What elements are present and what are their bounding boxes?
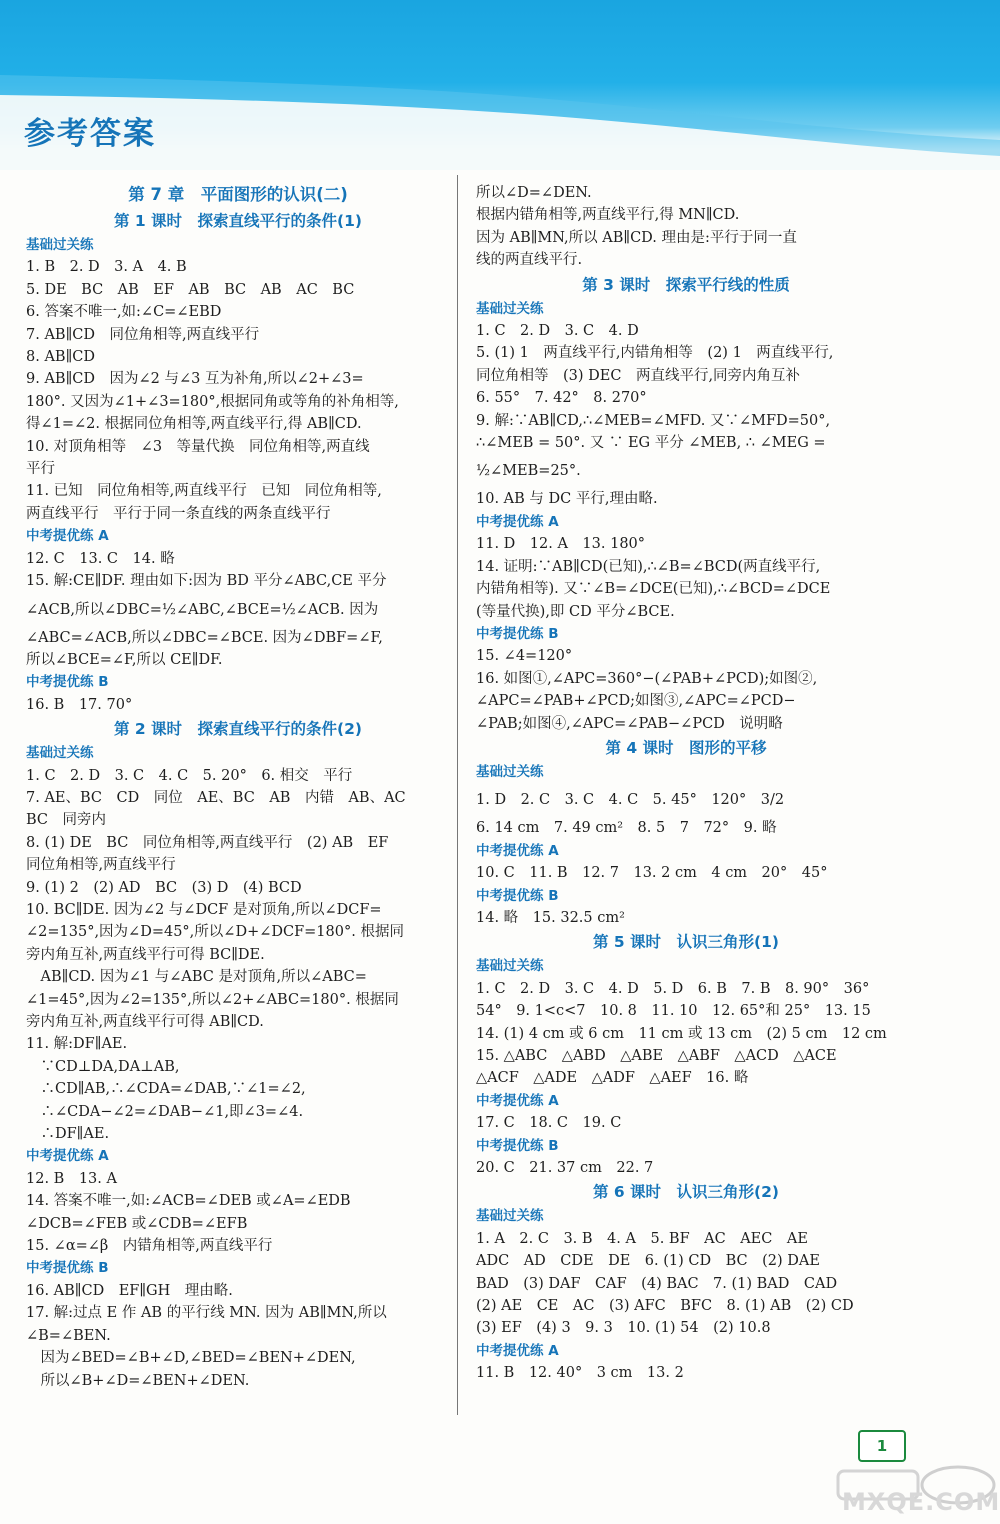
lesson-title: 第 5 课时 认识三角形(1)	[592, 933, 780, 952]
answer-line: 10. 对顶角相等 ∠3 等量代换 同位角相等,两直线	[26, 438, 370, 455]
answer-line: 10. BC∥DE. 因为∠2 与∠DCF 是对顶角,所以∠DCF=	[26, 901, 382, 918]
answer-line: 根据内错角相等,两直线平行,得 MN∥CD.	[476, 207, 740, 224]
answer-line: AB∥CD. 因为∠1 与∠ABC 是对顶角,所以∠ABC=	[26, 969, 367, 986]
lesson-title: 第 1 课时 探索直线平行的条件(1)	[113, 212, 363, 230]
answer-line: 同位角相等 (3) DEC 两直线平行,同旁内角互补	[476, 367, 801, 384]
section-label: 中考提优练 A	[476, 1092, 559, 1109]
answer-line: 1. C 2. D 3. C 4. C 5. 20° 6. 相交 平行	[26, 767, 353, 784]
section-label: 中考提优练 B	[476, 887, 559, 904]
answer-line: 8. AB∥CD	[26, 349, 95, 366]
answer-line: 15. △ABC △ABD △ABE △ABF △ACD △ACE	[476, 1048, 837, 1064]
answer-line: 旁内角互补,两直线平行可得 BC∥DE.	[26, 946, 265, 963]
answer-line: (2) AE CE AC (3) AFC BFC 8. (1) AB (2) CD	[476, 1298, 854, 1315]
answer-line: 9. (1) 2 (2) AD BC (3) D (4) BCD	[26, 879, 302, 896]
answer-line: 8. (1) DE BC 同位角相等,两直线平行 (2) AB EF	[26, 834, 389, 851]
answer-line: 因为 AB∥MN,所以 AB∥CD. 理由是:平行于同一直	[476, 229, 797, 246]
watermark-text: MXQE.COM	[842, 1488, 1000, 1516]
answer-line: ∠B=∠BEN.	[26, 1327, 111, 1344]
answer-line: ∴∠CDA−∠2=∠DAB−∠1,即∠3=∠4.	[26, 1103, 304, 1120]
section-label: 中考提优练 B	[26, 1260, 109, 1277]
answer-line: 10. C 11. B 12. 7 13. 2 cm 4 cm 20° 45°	[476, 865, 828, 882]
section-label: 中考提优练 B	[26, 674, 109, 691]
answer-line: 1. D 2. C 3. C 4. C 5. 45° 120° 3/2	[476, 792, 785, 809]
answer-line: ∠ACB,所以∠DBC=½∠ABC,∠BCE=½∠ACB. 因为	[26, 601, 379, 618]
answer-line: 1. A 2. C 3. B 4. A 5. BF AC AEC AE	[476, 1230, 808, 1247]
answer-line: 平行	[26, 461, 55, 478]
lesson-title: 第 3 课时 探索平行线的性质	[582, 275, 790, 294]
answer-line: BAD (3) DAF CAF (4) BAC 7. (1) BAD CAD	[476, 1275, 838, 1292]
answer-line: 5. DE BC AB EF AB BC AB AC BC	[26, 281, 355, 298]
answer-line: 15. ∠α=∠β 内错角相等,两直线平行	[26, 1238, 273, 1255]
answer-line: 6. 答案不唯一,如:∠C=∠EBD	[26, 304, 222, 321]
answer-line: 180°. 又因为∠1+∠3=180°,根据同角或等角的补角相等,	[26, 393, 399, 410]
page-number-badge: 1	[858, 1430, 906, 1462]
answer-line: ∠DCB=∠FEB 或∠CDB=∠EFB	[26, 1215, 248, 1232]
answer-line: 17. 解:过点 E 作 AB 的平行线 MN. 因为 AB∥MN,所以	[26, 1305, 387, 1322]
answer-line: ∠PAB;如图④,∠APC=∠PAB−∠PCD 说明略	[476, 715, 783, 732]
page-title: 参考答案	[24, 116, 156, 152]
answer-line: 15. ∠4=120°	[476, 648, 573, 665]
answer-line: 11. B 12. 40° 3 cm 13. 2	[476, 1365, 684, 1382]
answer-line: 14. (1) 4 cm 或 6 cm 11 cm 或 13 cm (2) 5 cm 12 cm	[476, 1025, 887, 1042]
answer-line: 同位角相等,两直线平行	[26, 857, 176, 874]
answer-line: 16. B 17. 70°	[26, 696, 133, 713]
answer-line: (等量代换),即 CD 平分∠BCE.	[476, 603, 675, 620]
answer-line: 54° 9. 1<c<7 10. 8 11. 10 12. 65°和 25° 13. 15	[476, 1003, 871, 1020]
answer-line: 线的两直线平行.	[476, 252, 583, 269]
answer-line: ADC AD CDE DE 6. (1) CD BC (2) DAE	[476, 1253, 820, 1270]
answer-line: 7. AE、BC CD 同位 AE、BC AB 内错 AB、AC	[26, 789, 406, 806]
answer-line: 6. 14 cm 7. 49 cm² 8. 5 7 72° 9. 略	[476, 820, 777, 837]
answer-line: △ACF △ADE △ADF △AEF 16. 略	[476, 1070, 749, 1087]
answer-line: 7. AB∥CD 同位角相等,两直线平行	[26, 326, 260, 343]
answer-line: 20. C 21. 37 cm 22. 7	[476, 1160, 654, 1177]
answer-line: BC 同旁内	[26, 812, 107, 829]
lesson-title: 第 6 课时 认识三角形(2)	[592, 1183, 780, 1202]
answer-line: 内错角相等). 又∵∠B=∠DCE(已知),∴∠BCD=∠DCE	[476, 581, 831, 598]
section-label: 基础过关练	[476, 300, 544, 317]
answer-column-right	[476, 182, 896, 1385]
answer-line: 9. AB∥CD 因为∠2 与∠3 互为补角,所以∠2+∠3=	[26, 371, 364, 388]
section-label: 基础过关练	[476, 763, 544, 780]
answer-line: 5. (1) 1 两直线平行,内错角相等 (2) 1 两直线平行,	[476, 345, 834, 362]
answer-line: 所以∠BCE=∠F,所以 CE∥DF.	[26, 651, 223, 668]
answer-line: 16. 如图①,∠APC=360°−(∠PAB+∠PCD);如图②,	[476, 670, 818, 687]
answer-line: ∠1=45°,因为∠2=135°,所以∠2+∠ABC=180°. 根据同	[26, 991, 399, 1008]
answer-line: ∴∠MEB = 50°. 又 ∵ EG 平分 ∠MEB, ∴ ∠MEG =	[476, 435, 826, 452]
answer-line: 14. 证明:∵AB∥CD(已知),∴∠B=∠BCD(两直线平行,	[476, 558, 821, 575]
answer-line: 16. AB∥CD EF∥GH 理由略.	[26, 1282, 233, 1299]
answer-line: 两直线平行 平行于同一条直线的两条直线平行	[26, 505, 331, 522]
answer-line: 11. D 12. A 13. 180°	[476, 536, 646, 553]
answer-line: ∴CD∥AB,∴∠CDA=∠DAB,∵∠1=∠2,	[26, 1081, 306, 1098]
section-label: 中考提优练 A	[26, 528, 109, 545]
answer-line: 6. 55° 7. 42° 8. 270°	[476, 390, 647, 407]
answer-line: 11. 解:DF∥AE.	[26, 1036, 128, 1053]
section-label: 中考提优练 A	[26, 1148, 109, 1165]
answer-line: 旁内角互补,两直线平行可得 AB∥CD.	[26, 1014, 264, 1030]
lesson-title: 第 4 课时 图形的平移	[605, 738, 767, 757]
answer-line: ∴DF∥AE.	[26, 1126, 110, 1143]
section-label: 中考提优练 A	[476, 1342, 559, 1359]
section-label: 中考提优练 A	[476, 513, 559, 530]
answer-line: 14. 答案不唯一,如:∠ACB=∠DEB 或∠A=∠EDB	[26, 1193, 351, 1210]
answer-line: ½∠MEB=25°.	[476, 463, 581, 480]
answer-line: ∠2=135°,因为∠D=45°,所以∠D+∠DCF=180°. 根据同	[26, 924, 404, 941]
answer-line: 17. C 18. C 19. C	[476, 1115, 622, 1132]
section-label: 中考提优练 A	[476, 842, 559, 859]
answer-line: 12. C 13. C 14. 略	[26, 550, 175, 567]
answer-line: (3) EF (4) 3 9. 3 10. (1) 54 (2) 10.8	[476, 1320, 771, 1337]
answer-line: ∠APC=∠PAB+∠PCD;如图③,∠APC=∠PCD−	[476, 693, 796, 710]
answer-line: 12. B 13. A	[26, 1170, 117, 1187]
section-label: 基础过关练	[476, 1208, 544, 1225]
answer-line: ∵CD⊥DA,DA⊥AB,	[26, 1058, 180, 1075]
answer-line: 11. 已知 同位角相等,两直线平行 已知 同位角相等,	[26, 483, 382, 500]
answer-line: 14. 略 15. 32.5 cm²	[476, 909, 625, 926]
answer-line: 1. C 2. D 3. C 4. D	[476, 323, 639, 340]
section-label: 中考提优练 B	[476, 1137, 559, 1154]
section-label: 基础过关练	[476, 958, 544, 975]
answer-line: 15. 解:CE∥DF. 理由如下:因为 BD 平分∠ABC,CE 平分	[26, 573, 387, 590]
section-label: 基础过关练	[26, 237, 94, 253]
chapter-title: 第 7 章 平面图形的认识(二)	[128, 185, 348, 204]
answer-line: ∠ABC=∠ACB,所以∠DBC=∠BCE. 因为∠DBF=∠F,	[26, 629, 383, 646]
answer-line: 所以∠B+∠D=∠BEN+∠DEN.	[26, 1372, 250, 1389]
section-label: 基础过关练	[26, 745, 94, 762]
answer-line: 1. C 2. D 3. C 4. D 5. D 6. B 7. B 8. 90° 36°	[476, 980, 870, 997]
answer-line: 10. AB 与 DC 平行,理由略.	[476, 491, 658, 508]
column-divider	[457, 175, 458, 1415]
section-label: 中考提优练 B	[476, 625, 559, 642]
answer-line: 得∠1=∠2. 根据同位角相等,两直线平行,得 AB∥CD.	[26, 416, 362, 433]
answer-line: 所以∠D=∠DEN.	[476, 185, 592, 201]
lesson-title: 第 2 课时 探索直线平行的条件(2)	[113, 720, 363, 739]
answer-line: 1. B 2. D 3. A 4. B	[26, 259, 187, 276]
answer-line: 9. 解:∵AB∥CD,∴∠MEB=∠MFD. 又∵∠MFD=50°,	[476, 412, 831, 429]
answer-line: 因为∠BED=∠B+∠D,∠BED=∠BEN+∠DEN,	[26, 1350, 356, 1367]
answer-column-left	[26, 182, 450, 1392]
